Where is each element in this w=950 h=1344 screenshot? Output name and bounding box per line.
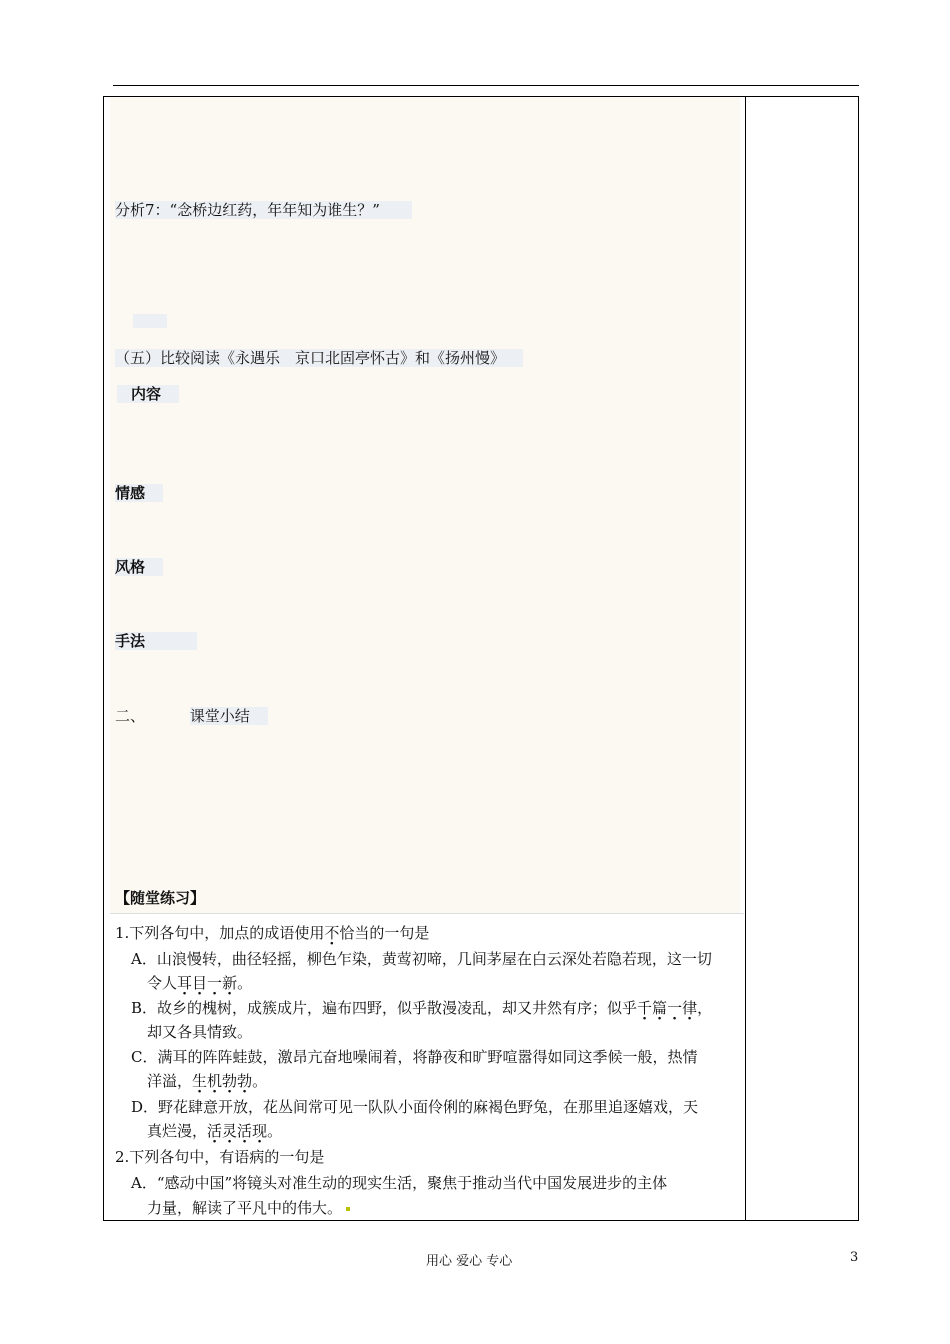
q1-dotted-char: 不 (324, 924, 340, 942)
content-label-text: 内容 (117, 385, 179, 403)
q1b-idiom-char: 一 (667, 999, 683, 1017)
exercise-heading: 【随堂练习】 (115, 889, 206, 907)
q1-pre: 1.下列各句中，加点的成语使用 (115, 924, 325, 942)
section-2-heading (115, 706, 268, 726)
section-2-number: 二、 (115, 707, 146, 725)
footer-text: 用心 爱心 专心 (426, 1254, 513, 1269)
q1-option-b-line2: 却又各具情致。 (147, 1023, 253, 1041)
q1d-post: 。 (267, 1122, 283, 1140)
q1b-idiom-char: 律 (682, 999, 698, 1017)
analysis-7-text: 分析7：“念桥边红药，年年知为谁生？” (115, 201, 412, 219)
emotion-label (115, 483, 163, 503)
emotion-label-text: 情感 (115, 484, 163, 502)
question-2: 2.下列各句中，有语病的一句是 (115, 1148, 325, 1166)
technique-label (115, 631, 197, 651)
style-label (115, 557, 163, 577)
q1d-idiom-char: 活 (207, 1122, 223, 1140)
q1b-pre: B．故乡的槐树，成簇成片，遍布四野，似乎散漫凌乱，却又井然有序；似乎 (131, 999, 638, 1017)
section-5-heading (115, 348, 523, 368)
technique-label-text: 手法 (115, 632, 197, 650)
q1-post: 恰当的一句是 (339, 924, 430, 942)
q1c-idiom-char: 勃 (222, 1072, 238, 1090)
exercise-separator (110, 913, 744, 914)
q1d-idiom-char: 灵 (222, 1122, 238, 1140)
q1b-post: ， (697, 999, 713, 1017)
q2a-line2-text: 力量，解读了平凡中的伟大。 (147, 1199, 343, 1217)
paragraph-marker-icon (346, 1207, 350, 1211)
q1a-idiom-char: 目 (192, 974, 208, 992)
style-label-text: 风格 (115, 558, 163, 576)
q1a-idiom-char: 耳 (177, 974, 193, 992)
q1-option-c-line2 (147, 1071, 267, 1091)
header-rule (113, 85, 859, 86)
q1c-post: 。 (252, 1072, 268, 1090)
q1d-idiom-char: 现 (252, 1122, 268, 1140)
q1c-idiom-char: 勃 (237, 1072, 253, 1090)
analysis-7 (115, 200, 412, 220)
question-1 (115, 923, 429, 943)
worksheet-table (103, 96, 859, 1221)
q1a-idiom-char: 一 (207, 974, 223, 992)
section-2-title: 课堂小结 (190, 707, 268, 725)
q1a-idiom-char: 新 (222, 974, 238, 992)
q2-option-a-line1: A．“感动中国”将镜头对准生动的现实生活，聚焦于推动当代中国发展进步的主体 (131, 1174, 668, 1192)
q1a-post: 。 (237, 974, 253, 992)
q1b-idiom-char: 千 (637, 999, 653, 1017)
q1-option-c-line1: C．满耳的阵阵蛙鼓，激昂亢奋地噪闹着，将静夜和旷野喧嚣得如同这季候一般，热情 (131, 1048, 698, 1066)
q1-option-b-line1 (131, 998, 712, 1018)
column-divider (745, 97, 746, 1220)
q1d-idiom-char: 活 (237, 1122, 253, 1140)
q1d-pre: 真烂漫， (147, 1122, 208, 1140)
q1b-idiom-char: 篇 (652, 999, 668, 1017)
q1-option-a-line2 (147, 973, 252, 993)
q1c-pre: 洋溢， (147, 1072, 193, 1090)
content-label (117, 384, 179, 404)
blank-highlight (133, 314, 167, 328)
q1-option-d-line2 (147, 1121, 282, 1141)
q1c-idiom-char: 机 (207, 1072, 223, 1090)
q1-option-d-line1: D．野花肆意开放，花丛间常可见一队队小面伶俐的麻褐色野兔，在那里追逐嬉戏，天 (131, 1098, 699, 1116)
q1-option-a-line1: A．山浪慢转，曲径轻摇，柳色乍染，黄莺初啼，几间茅屋在白云深处若隐若现，这一切 (131, 950, 712, 968)
section-5-text: （五）比较阅读《永遇乐 京口北固亭怀古》和《扬州慢》 (115, 349, 523, 367)
q1c-idiom-char: 生 (192, 1072, 208, 1090)
q2-option-a-line2 (147, 1198, 350, 1218)
page-number: 3 (850, 1250, 859, 1265)
q1a-pre: 令人 (147, 974, 178, 992)
